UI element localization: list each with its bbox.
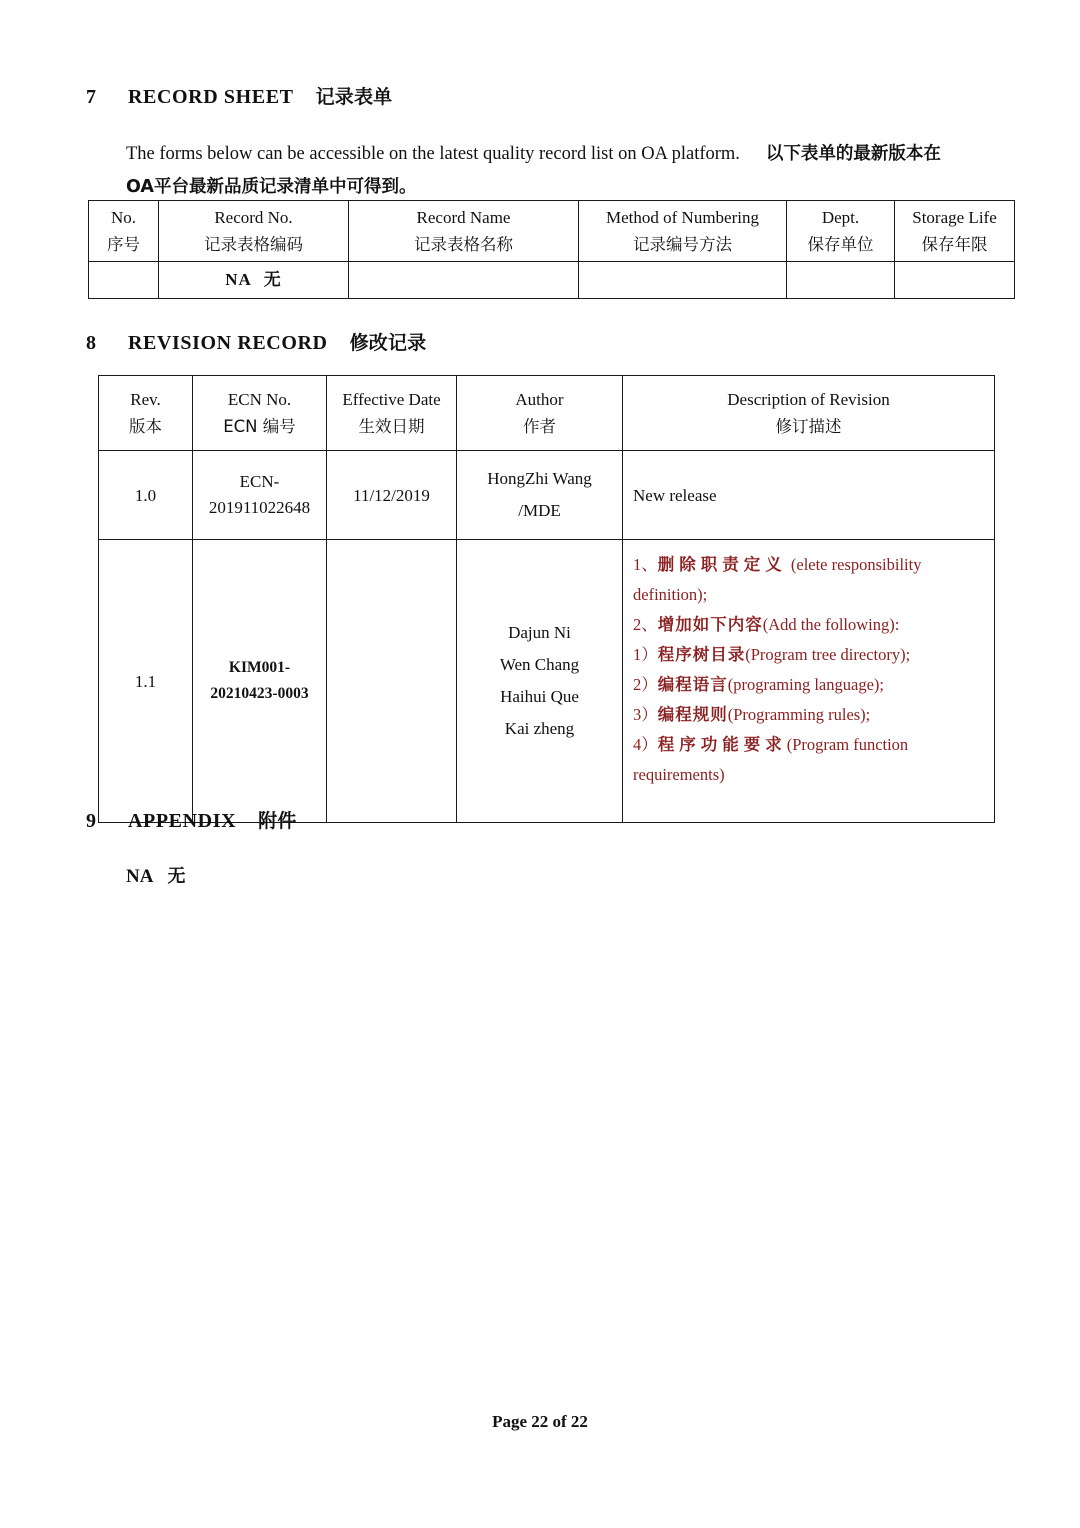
table-row xyxy=(99,451,995,540)
paragraph-cn-line2: OA平台最新品质记录清单中可得到。 xyxy=(126,177,417,197)
header-cell-author xyxy=(457,376,623,451)
section-number: 7 xyxy=(86,86,97,108)
ecn-line-2: 20210423-0003 xyxy=(210,685,309,702)
cell-ecn-no xyxy=(193,540,327,823)
record-sheet-table xyxy=(88,200,1015,299)
section-title-cn: 修改记录 xyxy=(349,332,427,354)
header-cn: 记录表格编码 xyxy=(204,235,303,254)
header-en: Author xyxy=(515,390,564,409)
header-cell-ecn-no xyxy=(193,376,327,451)
section-title-cn: 附件 xyxy=(258,810,297,832)
header-en: Description of Revision xyxy=(727,390,890,409)
description-line-1-cont: definition); xyxy=(633,585,708,604)
table-header-row xyxy=(89,201,1015,262)
header-en: Record No. xyxy=(214,208,293,227)
header-cell-storage-life xyxy=(895,201,1015,262)
section-heading-appendix xyxy=(86,806,297,833)
section-title-cn: 记录表单 xyxy=(315,86,393,108)
section-heading-record-sheet xyxy=(86,82,392,109)
header-cn: 生效日期 xyxy=(358,417,425,436)
description-line-2 xyxy=(633,610,986,640)
line-en: (Program function xyxy=(786,735,909,754)
header-cell-record-name xyxy=(349,201,579,262)
cell-no xyxy=(89,262,159,299)
cell-record-no-cn: 无 xyxy=(263,270,282,290)
line-en: (Programming rules); xyxy=(727,705,871,724)
table-header-row xyxy=(99,376,995,451)
header-cn: 修订描述 xyxy=(775,417,842,436)
header-en: Rev. xyxy=(130,390,161,409)
header-cn: 记录表格名称 xyxy=(414,235,513,254)
header-en: Method of Numbering xyxy=(606,208,759,227)
description-text: New release xyxy=(633,485,717,505)
author-line-2: Wen Chang xyxy=(499,655,580,674)
cell-record-no-en: NA xyxy=(225,270,252,289)
line-en: (Program tree directory); xyxy=(745,645,911,664)
cell-rev: 1.1 xyxy=(99,540,193,823)
cell-record-no xyxy=(159,262,349,299)
cell-description xyxy=(623,451,995,540)
line-cn: 删除职责定义 xyxy=(657,555,787,574)
line-marker: 3） xyxy=(633,705,658,724)
section-number: 8 xyxy=(86,332,97,354)
line-en: (Add the following): xyxy=(762,615,900,634)
line-marker: 1、 xyxy=(633,555,658,574)
author-line-2: /MDE xyxy=(518,501,561,520)
author-line-4: Kai zheng xyxy=(504,719,575,738)
line-marker: 2、 xyxy=(633,615,658,634)
page-number-label: Page 22 of 22 xyxy=(492,1412,588,1431)
header-cell-dept xyxy=(787,201,895,262)
ecn-line-1: ECN- xyxy=(239,472,280,491)
line-cn: 增加如下内容 xyxy=(657,615,763,634)
line-marker: 4） xyxy=(633,735,658,754)
header-en: Dept. xyxy=(821,208,860,227)
header-cell-no xyxy=(89,201,159,262)
paragraph-cn: 以下表单的最新版本在 xyxy=(765,144,941,164)
revision-record-table xyxy=(98,375,995,823)
cell-storage-life xyxy=(895,262,1015,299)
line-cn: 编程规则 xyxy=(657,705,728,724)
description-line-5 xyxy=(633,700,986,730)
header-cell-effective-date xyxy=(327,376,457,451)
header-en: Storage Life xyxy=(912,208,997,227)
appendix-body-cn: 无 xyxy=(167,866,186,887)
author-line-3: Haihui Que xyxy=(500,687,579,706)
header-cell-description xyxy=(623,376,995,451)
line-en: (programing language); xyxy=(727,675,884,694)
ecn-line-2: 201911022648 xyxy=(208,498,311,517)
header-cn: 保存单位 xyxy=(807,235,874,254)
header-en: ECN No. xyxy=(227,390,292,409)
ecn-line-1: KIM001- xyxy=(228,659,291,676)
section-title-en: APPENDIX xyxy=(128,810,237,832)
cell-author xyxy=(457,451,623,540)
header-cell-record-no xyxy=(159,201,349,262)
cell-description xyxy=(623,540,995,823)
header-cn: 保存年限 xyxy=(921,235,988,254)
record-sheet-paragraph xyxy=(126,138,1016,204)
cell-effective-date xyxy=(327,540,457,823)
header-en: Effective Date xyxy=(342,390,441,409)
description-line-1 xyxy=(633,550,986,580)
page-footer xyxy=(0,1412,1080,1432)
cell-record-name xyxy=(349,262,579,299)
section-heading-revision-record xyxy=(86,328,426,355)
cell-ecn-no xyxy=(193,451,327,540)
header-cn: ECN 编号 xyxy=(223,417,296,436)
cell-dept xyxy=(787,262,895,299)
section-title-en: REVISION RECORD xyxy=(128,332,328,354)
author-line-1: Dajun Ni xyxy=(508,623,571,642)
header-cn: 作者 xyxy=(523,417,556,436)
line-marker: 2） xyxy=(633,675,658,694)
header-cn: 序号 xyxy=(107,235,140,254)
appendix-body xyxy=(126,862,185,888)
cell-effective-date: 11/12/2019 xyxy=(327,451,457,540)
cell-method xyxy=(579,262,787,299)
section-title-en: RECORD SHEET xyxy=(128,86,294,108)
table-row xyxy=(99,540,995,823)
author-line-1: HongZhi Wang xyxy=(487,469,592,488)
description-line-4 xyxy=(633,670,986,700)
appendix-body-en: NA xyxy=(126,866,154,887)
description-line-6 xyxy=(633,730,986,760)
header-cell-method xyxy=(579,201,787,262)
description-line-3 xyxy=(633,640,986,670)
line-marker: 1） xyxy=(633,645,658,664)
paragraph-en: The forms below can be accessible on the latest quality record list on OA platform. xyxy=(126,144,740,164)
line-cn: 编程语言 xyxy=(657,675,728,694)
cell-rev: 1.0 xyxy=(99,451,193,540)
line-cn: 程序树目录 xyxy=(657,645,746,664)
header-en: Record Name xyxy=(416,208,511,227)
line-cn: 程序功能要求 xyxy=(657,735,787,754)
header-cn: 版本 xyxy=(129,417,162,436)
header-cell-rev xyxy=(99,376,193,451)
cell-author xyxy=(457,540,623,823)
table-row xyxy=(89,262,1015,299)
description-line-6-cont: requirements) xyxy=(633,765,725,784)
section-number: 9 xyxy=(86,810,97,832)
header-en: No. xyxy=(110,208,137,227)
line-en: (elete responsibility xyxy=(786,555,922,574)
header-cn: 记录编号方法 xyxy=(633,235,732,254)
